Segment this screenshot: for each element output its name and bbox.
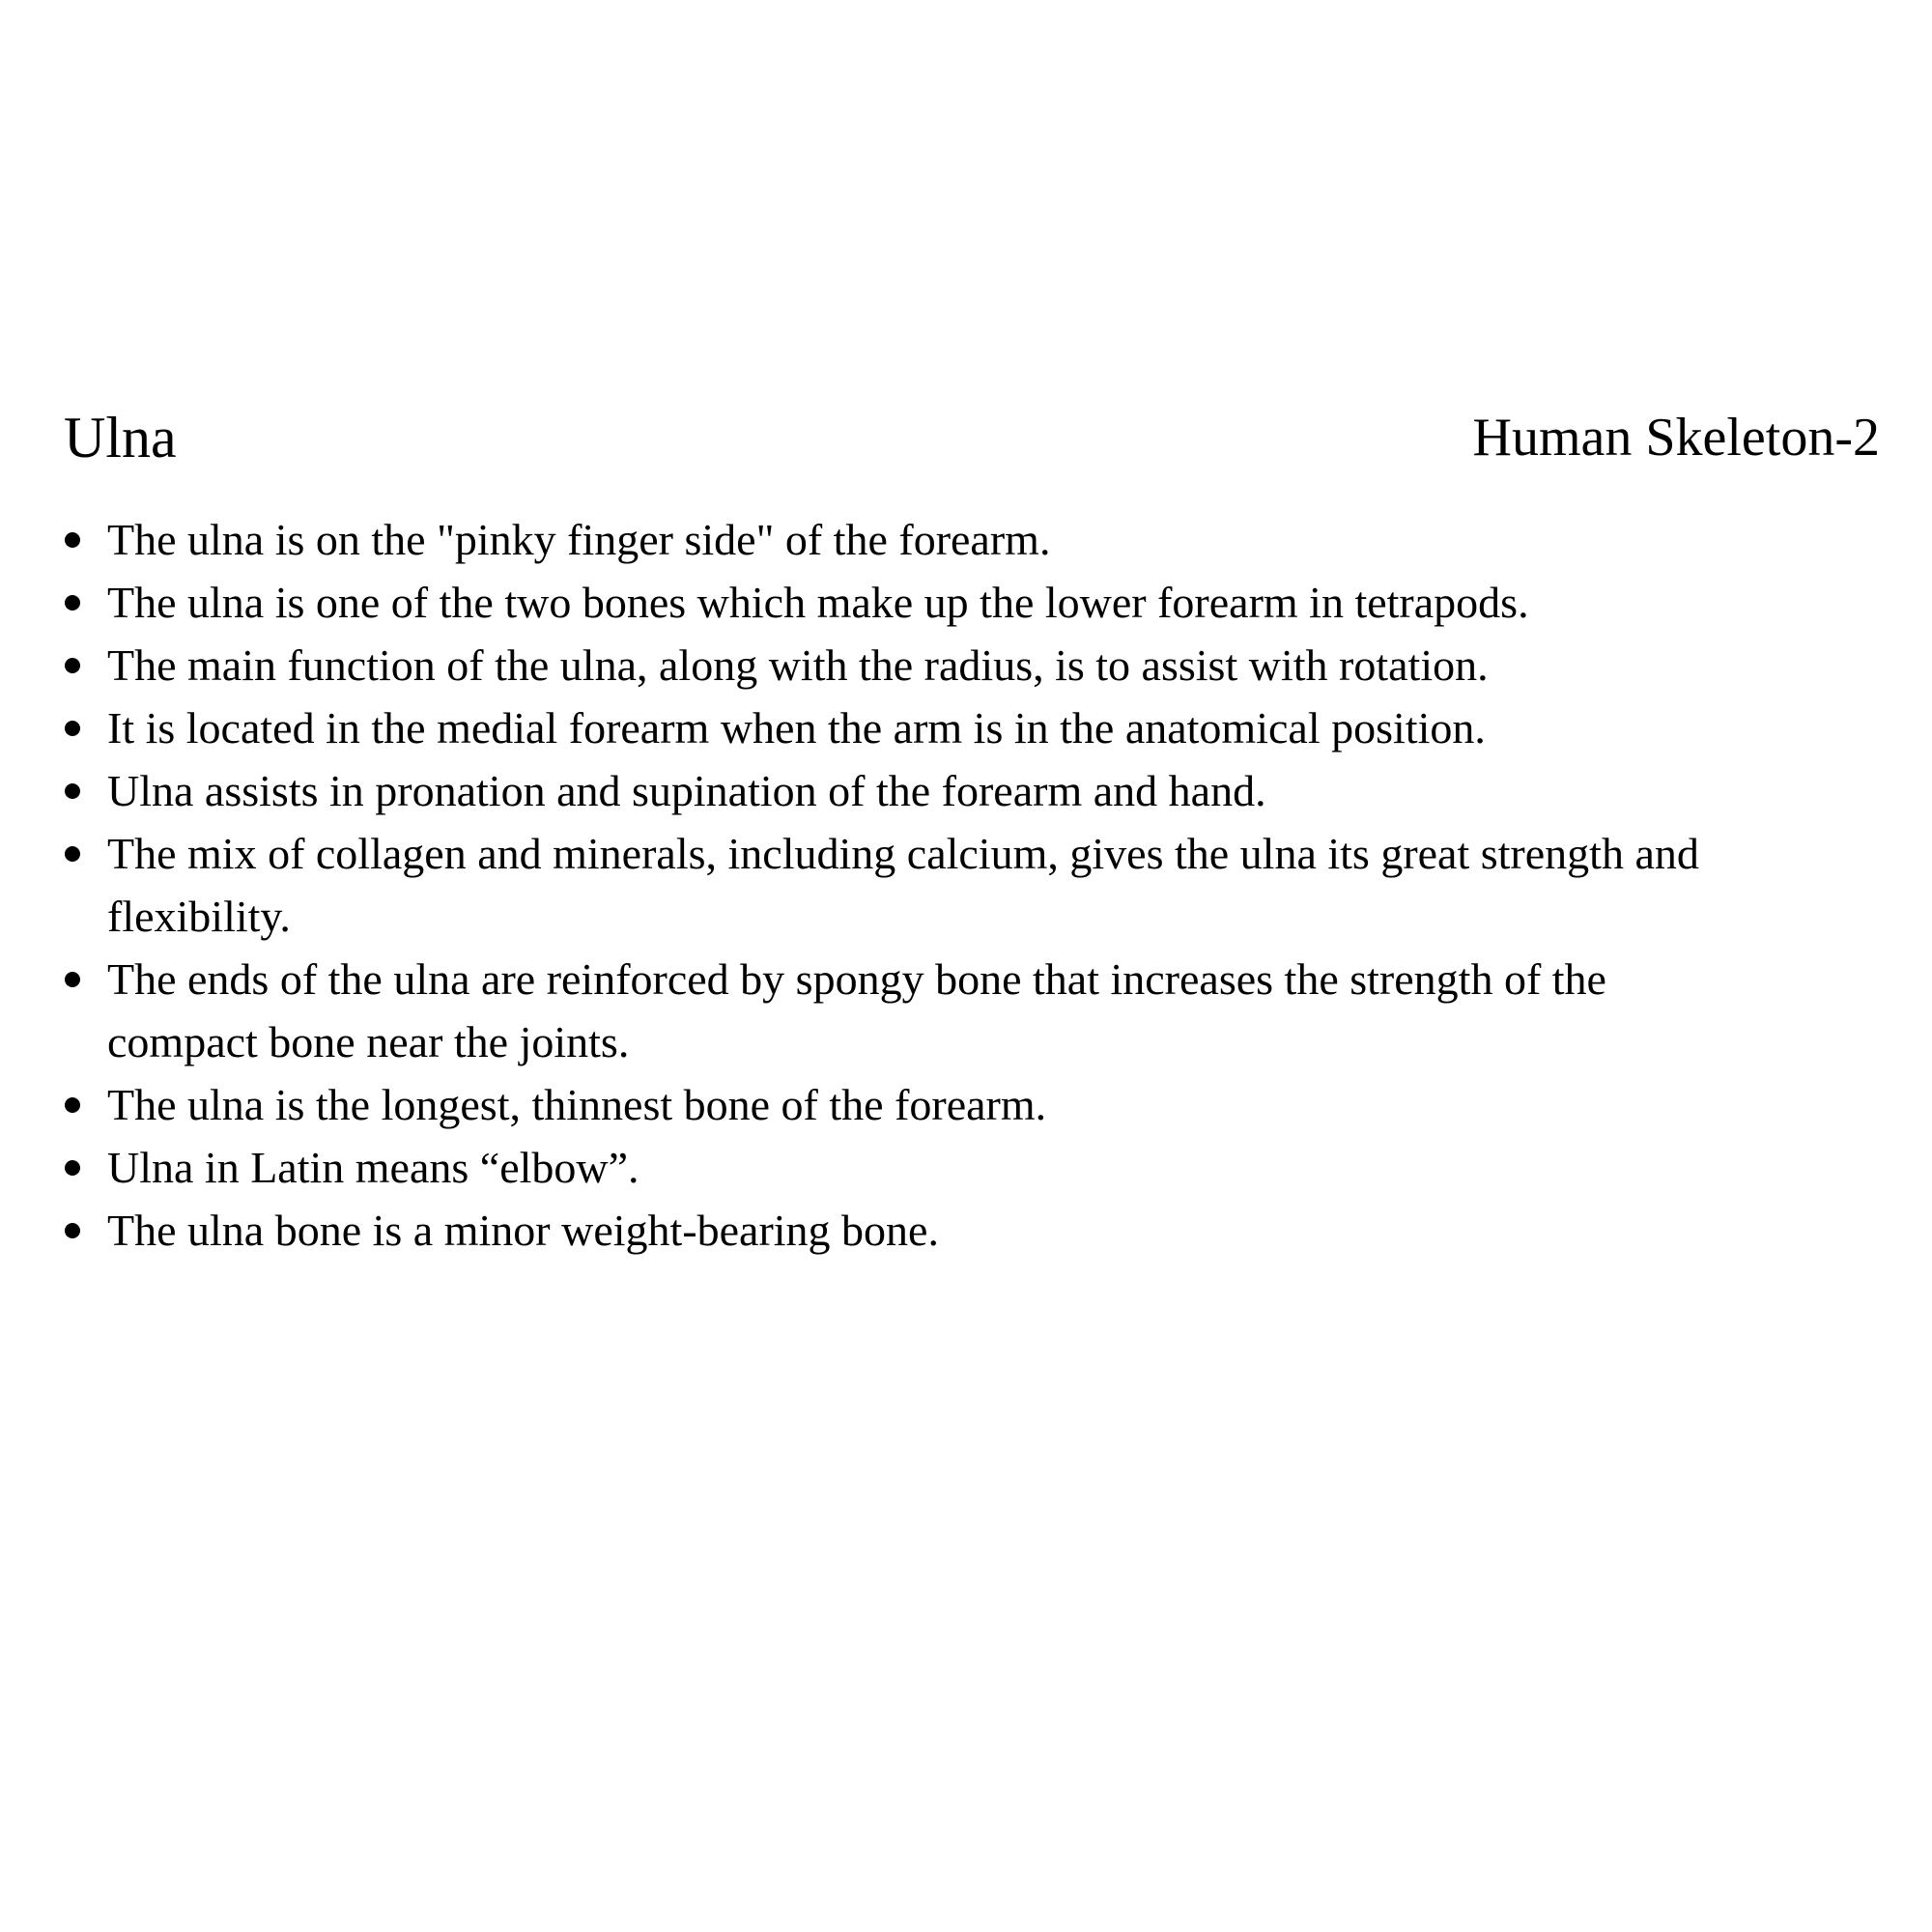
fact-text: The mix of collagen and minerals, including calcium, gives the ulna its great strength and flexibility. — [107, 829, 1699, 941]
fact-text: Ulna in Latin means “elbow”. — [107, 1143, 639, 1192]
bullet-icon — [65, 658, 80, 673]
fact-text: The ulna is one of the two bones which make up the lower forearm in tetrapods. — [107, 578, 1529, 627]
list-item — [0, 822, 1893, 948]
fact-text: The ulna bone is a minor weight-bearing bone. — [107, 1206, 939, 1255]
series-title: Human Skeleton-2 — [1472, 408, 1880, 468]
list-item — [0, 948, 1893, 1073]
fact-text: The ulna is on the "pinky finger side" of the forearm. — [107, 515, 1051, 564]
bullet-icon — [65, 972, 80, 987]
bullet-icon — [65, 1160, 80, 1176]
fact-text: It is located in the medial forearm when the arm is in the anatomical position. — [107, 703, 1486, 753]
page-title: Ulna — [64, 406, 177, 469]
fact-text: The ulna is the longest, thinnest bone of the forearm. — [107, 1080, 1047, 1129]
facts-list — [0, 508, 1893, 1262]
bullet-icon — [65, 1223, 80, 1238]
list-item — [0, 508, 1893, 571]
page-header — [64, 404, 1880, 471]
bullet-icon — [65, 783, 80, 799]
fact-text: Ulna assists in pronation and supination of the forearm and hand. — [107, 766, 1266, 815]
bullet-icon — [65, 532, 80, 548]
list-item — [0, 1136, 1893, 1199]
list-item — [0, 759, 1893, 822]
list-item — [0, 1073, 1893, 1136]
list-item — [0, 1199, 1893, 1262]
list-item — [0, 696, 1893, 759]
bullet-icon — [65, 595, 80, 611]
bullet-icon — [65, 1097, 80, 1113]
list-item — [0, 634, 1893, 696]
fact-text: The ends of the ulna are reinforced by spongy bone that increases the strength of the compact bone near the joints. — [107, 954, 1606, 1066]
fact-text: The main function of the ulna, along with the radius, is to assist with rotation. — [107, 640, 1489, 690]
bullet-icon — [65, 846, 80, 862]
bullet-icon — [65, 721, 80, 736]
list-item — [0, 571, 1893, 634]
